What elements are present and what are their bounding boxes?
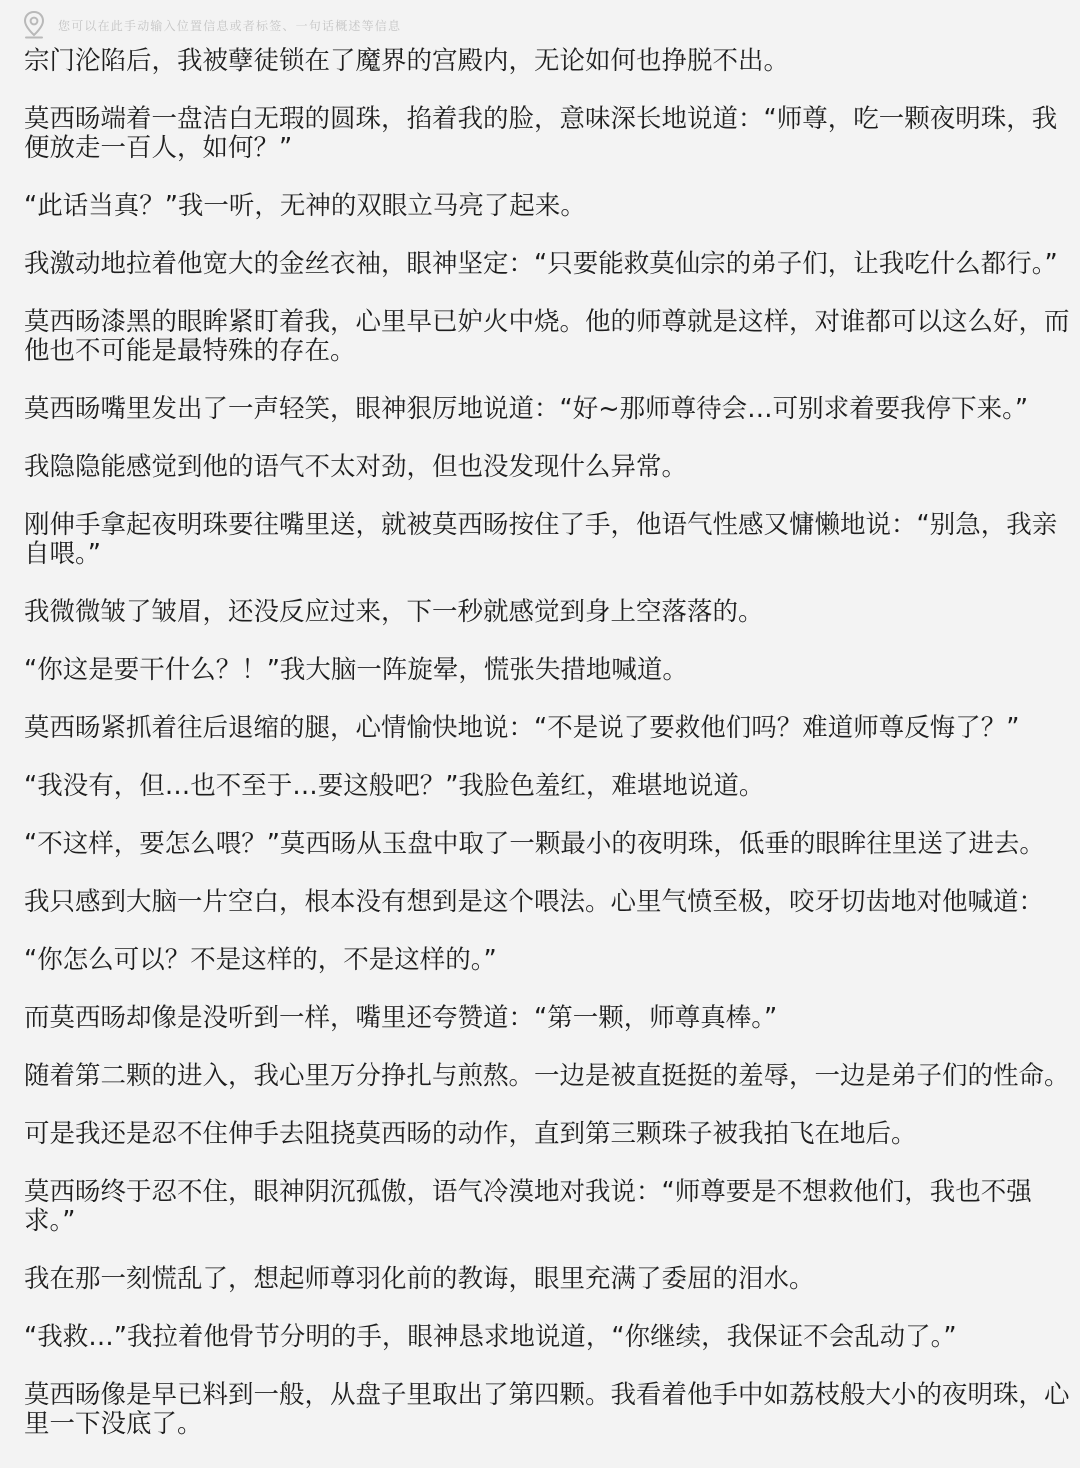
paragraph: 我隐隐能感觉到他的语气不太对劲，但也没发现什么异常。: [24, 452, 688, 482]
paragraph: 我只感到大脑一片空白，根本没有想到是这个喂法。心里气愤至极，咬牙切齿地对他喊道：: [24, 887, 1045, 917]
paragraph: 莫西旸紧抓着往后退缩的腿，心情愉快地说：“不是说了要救他们吗？难道师尊反悔了？”: [24, 713, 1020, 743]
location-input-placeholder[interactable]: 您可以在此手动输入位置信息或者标签、一句话概述等信息: [58, 18, 402, 33]
paragraph: 可是我还是忍不住伸手去阻挠莫西旸的动作，直到第三颗珠子被我拍飞在地后。: [24, 1119, 917, 1149]
paragraph: “你这是要干什么？！”我大脑一阵旋晕，慌张失措地喊道。: [24, 655, 688, 685]
paragraph: “不这样，要怎么喂？”莫西旸从玉盘中取了一颗最小的夜明珠，低垂的眼眸往里送了进去。: [24, 829, 1045, 859]
paragraph: “此话当真？”我一听，无神的双眼立马亮了起来。: [24, 191, 586, 221]
paragraph: 而莫西旸却像是没听到一样，嘴里还夸赞道：“第一颗，师尊真棒。”: [24, 1003, 778, 1033]
paragraph: 刚伸手拿起夜明珠要往嘴里送，就被莫西旸按住了手，他语气性感又慵懒地说：“别急，我亲自喂。”: [24, 510, 1058, 569]
paragraph: “你怎么可以？不是这样的，不是这样的。”: [24, 945, 497, 975]
paragraph: “我没有，但…也不至于…要这般吧？”我脸色羞红，难堪地说道。: [24, 771, 765, 801]
paragraph: 我微微皱了皱眉，还没反应过来，下一秒就感觉到身上空落落的。: [24, 597, 764, 627]
location-pin-icon: [22, 10, 46, 40]
paragraph: 我激动地拉着他宽大的金丝衣袖，眼神坚定：“只要能救莫仙宗的弟子们，让我吃什么都行。”: [24, 249, 1058, 279]
paragraph: 莫西旸像是早已料到一般，从盘子里取出了第四颗。我看着他手中如荔枝般大小的夜明珠，心里一下没底了。: [24, 1380, 1070, 1439]
paragraph: 宗门沦陷后，我被孽徒锁在了魔界的宫殿内，无论如何也挣脱不出。: [24, 46, 790, 76]
paragraph: 我在那一刻慌乱了，想起师尊羽化前的教诲，眼里充满了委屈的泪水。: [24, 1264, 815, 1294]
paragraph: 莫西旸终于忍不住，眼神阴沉孤傲，语气冷漠地对我说：“师尊要是不想救他们，我也不强求。”: [24, 1177, 1032, 1236]
paragraph: 莫西旸漆黑的眼眸紧盯着我，心里早已妒火中烧。他的师尊就是这样，对谁都可以这么好，而他也不可能是最特殊的存在。: [24, 307, 1070, 366]
article-body: [24, 47, 1076, 1468]
paragraph: 莫西旸端着一盘洁白无瑕的圆珠，掐着我的脸，意味深长地说道：“师尊，吃一颗夜明珠，我便放走一百人，如何？”: [24, 104, 1058, 163]
paragraph: 随着第二颗的进入，我心里万分挣扎与煎熬。一边是被直挺挺的羞辱，一边是弟子们的性命。: [24, 1061, 1070, 1091]
location-bar[interactable]: [22, 10, 401, 40]
paragraph: “我救…”我拉着他骨节分明的手，眼神恳求地说道，“你继续，我保证不会乱动了。”: [24, 1322, 957, 1352]
paragraph: 莫西旸嘴里发出了一声轻笑，眼神狠厉地说道：“好~那师尊待会…可别求着要我停下来。”: [24, 394, 1029, 424]
